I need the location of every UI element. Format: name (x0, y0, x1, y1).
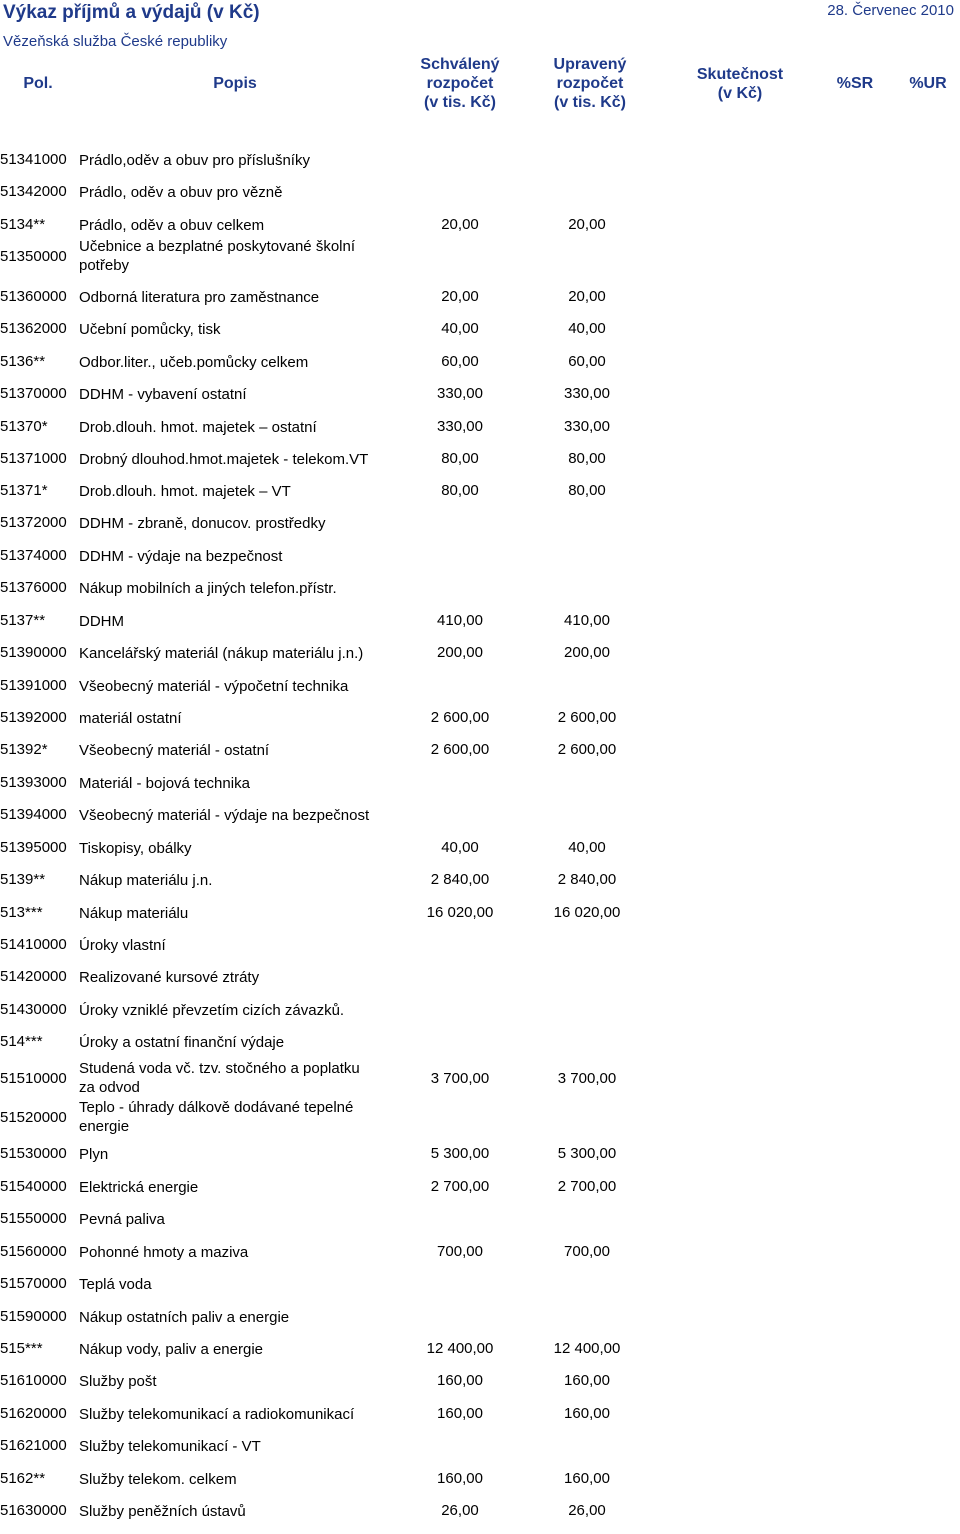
row-description: Úroky vzniklé převzetím cizích závazků. (79, 1002, 345, 1019)
table-row (0, 1470, 960, 1502)
row-code: 51374000 (0, 547, 67, 564)
row-description: Odborná literatura pro zaměstnance (79, 289, 320, 306)
row-code: 51560000 (0, 1243, 67, 1260)
row-description: DDHM - výdaje na bezpečnost (79, 548, 283, 565)
table-row (0, 709, 960, 741)
table-row (0, 806, 960, 838)
table-row (0, 936, 960, 968)
row-description: Služby pošt (79, 1373, 157, 1390)
table-row (0, 183, 960, 215)
table-row (0, 1099, 960, 1141)
row-description: Služby peněžních ústavů (79, 1503, 246, 1520)
column-header-upraveny: Upravený rozpočet (v tis. Kč) (553, 56, 627, 111)
row-upraveny-rozpocet: 330,00 (564, 385, 610, 402)
organization-name: Vězeňská služba České republiky (3, 33, 228, 50)
table-row (0, 418, 960, 450)
row-description: Služby telekomunikací a radiokomunikací (79, 1406, 355, 1423)
row-upraveny-rozpocet: 2 600,00 (557, 741, 617, 758)
row-code: 514*** (0, 1033, 43, 1050)
row-schvaleny-rozpocet: 160,00 (437, 1372, 483, 1389)
row-description: Realizované kursové ztráty (79, 969, 260, 986)
row-description: Nákup vody, paliv a energie (79, 1341, 263, 1358)
row-schvaleny-rozpocet: 3 700,00 (430, 1070, 490, 1087)
row-code: 51395000 (0, 839, 67, 856)
table-row (0, 1145, 960, 1177)
row-code: 51370000 (0, 385, 67, 402)
row-upraveny-rozpocet: 160,00 (564, 1372, 610, 1389)
row-upraveny-rozpocet: 160,00 (564, 1470, 610, 1487)
row-code: 515*** (0, 1340, 43, 1357)
row-schvaleny-rozpocet: 80,00 (441, 482, 479, 499)
row-upraveny-rozpocet: 40,00 (568, 839, 606, 856)
column-header-skutecnost: Skutečnost (v Kč) (696, 66, 784, 102)
row-schvaleny-rozpocet: 60,00 (441, 353, 479, 370)
table-row (0, 514, 960, 546)
row-description: Úroky a ostatní finanční výdaje (79, 1034, 285, 1051)
row-description: Nákup materiálu j.n. (79, 872, 213, 889)
row-description: Služby telekomunikací - VT (79, 1438, 261, 1455)
table-row (0, 968, 960, 1000)
row-description: Nákup ostatních paliv a energie (79, 1309, 290, 1326)
table-row (0, 904, 960, 936)
row-description: Elektrická energie (79, 1179, 199, 1196)
row-schvaleny-rozpocet: 2 700,00 (430, 1178, 490, 1195)
row-description: Drob.dlouh. hmot. majetek – ostatní (79, 419, 317, 436)
row-description: Všeobecný materiál - výpočetní technika (79, 678, 349, 695)
row-description: DDHM - zbraně, donucov. prostředky (79, 515, 326, 532)
row-upraveny-rozpocet: 12 400,00 (553, 1340, 621, 1357)
row-description: Prádlo,oděv a obuv pro příslušníky (79, 152, 310, 169)
row-code: 51610000 (0, 1372, 67, 1389)
row-code: 51362000 (0, 320, 67, 337)
row-code: 5162** (0, 1470, 46, 1487)
row-code: 51590000 (0, 1308, 67, 1325)
report-title: Výkaz příjmů a výdajů (v Kč) (3, 2, 260, 23)
row-schvaleny-rozpocet: 40,00 (441, 839, 479, 856)
row-code: 51420000 (0, 968, 67, 985)
row-code: 51620000 (0, 1405, 67, 1422)
row-code: 51372000 (0, 514, 67, 531)
row-description: Tiskopisy, obálky (79, 840, 192, 857)
row-code: 5134** (0, 216, 46, 233)
row-description: Plyn (79, 1146, 109, 1163)
table-row (0, 774, 960, 806)
row-description: Studená voda vč. tzv. stočného a poplatku za odvod (79, 1060, 360, 1096)
table-row (0, 741, 960, 773)
table-row (0, 547, 960, 579)
column-header-popis: Popis (213, 75, 257, 92)
row-code: 51410000 (0, 936, 67, 953)
row-schvaleny-rozpocet: 16 020,00 (426, 904, 494, 921)
row-schvaleny-rozpocet: 2 840,00 (430, 871, 490, 888)
row-upraveny-rozpocet: 26,00 (568, 1502, 606, 1519)
table-row (0, 1001, 960, 1033)
row-upraveny-rozpocet: 20,00 (568, 288, 606, 305)
row-schvaleny-rozpocet: 40,00 (441, 320, 479, 337)
row-code: 51371000 (0, 450, 67, 467)
row-code: 51391000 (0, 677, 67, 694)
row-schvaleny-rozpocet: 330,00 (437, 418, 483, 435)
row-upraveny-rozpocet: 200,00 (564, 644, 610, 661)
row-code: 5139** (0, 871, 46, 888)
row-description: Všeobecný materiál - ostatní (79, 742, 270, 759)
row-upraveny-rozpocet: 20,00 (568, 216, 606, 233)
table-row (0, 385, 960, 417)
row-description: Drob.dlouh. hmot. majetek – VT (79, 483, 291, 500)
row-schvaleny-rozpocet: 26,00 (441, 1502, 479, 1519)
row-upraveny-rozpocet: 5 300,00 (557, 1145, 617, 1162)
table-row (0, 450, 960, 482)
row-code: 51341000 (0, 151, 67, 168)
row-description: Služby telekom. celkem (79, 1471, 237, 1488)
table-row (0, 1437, 960, 1469)
row-code: 51376000 (0, 579, 67, 596)
row-code: 51570000 (0, 1275, 67, 1292)
row-code: 51540000 (0, 1178, 67, 1195)
row-code: 51630000 (0, 1502, 67, 1519)
column-header-ur: %UR (909, 75, 947, 92)
row-schvaleny-rozpocet: 160,00 (437, 1470, 483, 1487)
row-code: 51370* (0, 418, 48, 435)
row-schvaleny-rozpocet: 5 300,00 (430, 1145, 490, 1162)
row-code: 51350000 (0, 248, 67, 265)
row-schvaleny-rozpocet: 410,00 (437, 612, 483, 629)
row-description: Drobný dlouhod.hmot.majetek - telekom.VT (79, 451, 369, 468)
row-upraveny-rozpocet: 410,00 (564, 612, 610, 629)
table-row (0, 482, 960, 514)
row-description: Pevná paliva (79, 1211, 165, 1228)
row-description: DDHM (79, 613, 124, 630)
row-upraveny-rozpocet: 3 700,00 (557, 1070, 617, 1087)
row-code: 51530000 (0, 1145, 67, 1162)
report-date: 28. Červenec 2010 (827, 2, 954, 19)
row-code: 51371* (0, 482, 48, 499)
table-row (0, 644, 960, 676)
row-code: 51394000 (0, 806, 67, 823)
row-schvaleny-rozpocet: 200,00 (437, 644, 483, 661)
row-description: Nákup materiálu (79, 905, 189, 922)
row-description: Nákup mobilních a jiných telefon.přístr. (79, 580, 337, 597)
row-description: Pohonné hmoty a maziva (79, 1244, 249, 1261)
table-row (0, 871, 960, 903)
row-schvaleny-rozpocet: 2 600,00 (430, 709, 490, 726)
row-upraveny-rozpocet: 16 020,00 (553, 904, 621, 921)
row-description: DDHM - vybavení ostatní (79, 386, 247, 403)
row-schvaleny-rozpocet: 2 600,00 (430, 741, 490, 758)
row-schvaleny-rozpocet: 330,00 (437, 385, 483, 402)
row-schvaleny-rozpocet: 700,00 (437, 1243, 483, 1260)
table-row (0, 1405, 960, 1437)
row-description: Úroky vlastní (79, 937, 166, 954)
row-description: Všeobecný materiál - výdaje na bezpečnost (79, 807, 370, 824)
row-schvaleny-rozpocet: 20,00 (441, 216, 479, 233)
column-header-sr: %SR (836, 75, 874, 92)
row-schvaleny-rozpocet: 20,00 (441, 288, 479, 305)
column-header-pol: Pol. (23, 75, 53, 92)
row-upraveny-rozpocet: 2 840,00 (557, 871, 617, 888)
row-code: 51520000 (0, 1109, 67, 1126)
row-code: 51342000 (0, 183, 67, 200)
table-row (0, 1275, 960, 1307)
row-description: Kancelářský materiál (nákup materiálu j.n.) (79, 645, 364, 662)
row-schvaleny-rozpocet: 80,00 (441, 450, 479, 467)
table-row (0, 320, 960, 352)
row-description: Teplo - úhrady dálkově dodávané tepelné energie (79, 1099, 354, 1135)
row-code: 51510000 (0, 1070, 67, 1087)
row-upraveny-rozpocet: 160,00 (564, 1405, 610, 1422)
row-upraveny-rozpocet: 60,00 (568, 353, 606, 370)
column-header-schvaleny: Schválený rozpočet (v tis. Kč) (420, 56, 500, 111)
row-upraveny-rozpocet: 2 600,00 (557, 709, 617, 726)
row-code: 51621000 (0, 1437, 67, 1454)
row-schvaleny-rozpocet: 12 400,00 (426, 1340, 494, 1357)
table-row (0, 238, 960, 280)
row-description: Teplá voda (79, 1276, 152, 1293)
table-row (0, 1340, 960, 1372)
table-row (0, 839, 960, 871)
row-code: 51393000 (0, 774, 67, 791)
table-row (0, 1308, 960, 1340)
table-row (0, 1243, 960, 1275)
row-description: materiál ostatní (79, 710, 182, 727)
row-description: Učební pomůcky, tisk (79, 321, 221, 338)
table-row (0, 1372, 960, 1404)
table-row (0, 288, 960, 320)
table-row (0, 1210, 960, 1242)
table-row (0, 677, 960, 709)
row-upraveny-rozpocet: 80,00 (568, 482, 606, 499)
row-code: 5136** (0, 353, 46, 370)
row-upraveny-rozpocet: 40,00 (568, 320, 606, 337)
row-upraveny-rozpocet: 700,00 (564, 1243, 610, 1260)
row-code: 51360000 (0, 288, 67, 305)
row-description: Odbor.liter., učeb.pomůcky celkem (79, 354, 309, 371)
row-schvaleny-rozpocet: 160,00 (437, 1405, 483, 1422)
table-row (0, 612, 960, 644)
table-row (0, 1502, 960, 1534)
row-code: 51550000 (0, 1210, 67, 1227)
row-code: 513*** (0, 904, 43, 921)
row-upraveny-rozpocet: 80,00 (568, 450, 606, 467)
row-description: Materiál - bojová technika (79, 775, 250, 792)
table-row (0, 579, 960, 611)
row-code: 51390000 (0, 644, 67, 661)
table-row (0, 353, 960, 385)
table-row (0, 151, 960, 183)
row-code: 5137** (0, 612, 46, 629)
row-code: 51392* (0, 741, 48, 758)
row-code: 51392000 (0, 709, 67, 726)
row-upraveny-rozpocet: 2 700,00 (557, 1178, 617, 1195)
row-description: Prádlo, oděv a obuv pro vězně (79, 184, 283, 201)
row-description: Učebnice a bezplatné poskytované školní potřeby (79, 238, 356, 274)
row-description: Prádlo, oděv a obuv celkem (79, 217, 265, 234)
table-row (0, 1178, 960, 1210)
row-upraveny-rozpocet: 330,00 (564, 418, 610, 435)
row-code: 51430000 (0, 1001, 67, 1018)
